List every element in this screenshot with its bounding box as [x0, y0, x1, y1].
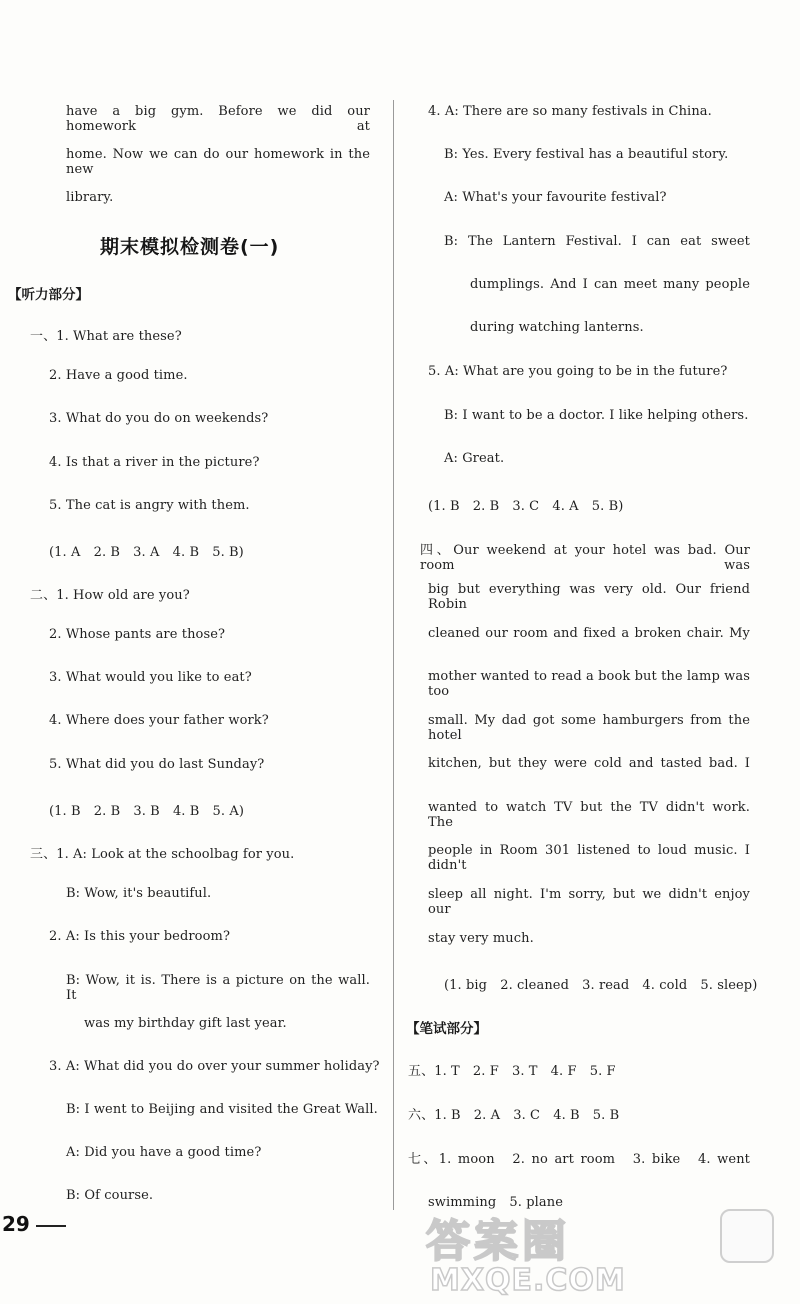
dialogue-line: 5. A: What are you going to be in the future? — [428, 364, 728, 379]
dialogue-line: B: Wow, it's beautiful. — [66, 886, 212, 901]
dialogue-line: B: Yes. Every festival has a beautiful story. — [444, 147, 729, 162]
dialogue-line: dumplings. And I can meet many people — [470, 277, 750, 292]
question-line: 3. What would you like to eat? — [49, 670, 252, 685]
dialogue-line: A: What's your favourite festival? — [444, 190, 667, 205]
passage-line: wanted to watch TV but the TV didn't work. The — [428, 800, 750, 830]
dialogue-line: B: I want to be a doctor. I like helping others. — [444, 408, 749, 423]
answer-line: (1. B 2. B 3. B 4. B 5. A) — [49, 804, 245, 819]
dialogue-line: B: Wow, it is. There is a picture on the wall. It — [66, 973, 370, 1003]
dialogue-line: B: Of course. — [66, 1188, 154, 1203]
passage-line: 四、Our weekend at your hotel was bad. Our room was — [420, 543, 750, 573]
dialogue-line: B: I went to Beijing and visited the Great Wall. — [66, 1102, 378, 1117]
dialogue-line: 4. A: There are so many festivals in China. — [428, 104, 712, 119]
answer-line: 五、1. T 2. F 3. T 4. F 5. F — [408, 1064, 616, 1079]
exam-title: 期末模拟检测卷(一) — [100, 236, 280, 258]
watermark — [420, 1205, 795, 1300]
dialogue-line: 3. A: What did you do over your summer holiday? — [49, 1059, 380, 1074]
writing-section-header: 【笔试部分】 — [406, 1021, 487, 1037]
passage-line: stay very much. — [428, 931, 534, 946]
page-number-dash — [36, 1225, 66, 1227]
answer-line: 六、1. B 2. A 3. C 4. B 5. B — [408, 1108, 620, 1123]
question-line: 2. Have a good time. — [49, 368, 188, 383]
dialogue-line: 三、1. A: Look at the schoolbag for you. — [30, 847, 295, 862]
question-line: 4. Where does your father work? — [49, 713, 269, 728]
passage-line: cleaned our room and fixed a broken chair. My — [428, 626, 750, 641]
passage-line: sleep all night. I'm sorry, but we didn't enjoy our — [428, 887, 750, 917]
passage-line: people in Room 301 listened to loud music. I didn't — [428, 843, 750, 873]
passage-line: kitchen, but they were cold and tasted bad. I — [428, 756, 750, 771]
answer-line: 七、1. moon 2. no art room 3. bike 4. went — [408, 1152, 750, 1167]
answer-line: (1. B 2. B 3. C 4. A 5. B) — [428, 499, 624, 514]
watermark-url: MXQE.COM — [430, 1263, 626, 1298]
dialogue-line: A: Great. — [444, 451, 505, 466]
page-number: 29 — [2, 1212, 30, 1236]
passage-line: big but everything was very old. Our friend Robin — [428, 582, 750, 612]
text-line: library. — [66, 190, 114, 205]
passage-line: small. My dad got some hamburgers from the hotel — [428, 713, 750, 743]
answer-line: (1. big 2. cleaned 3. read 4. cold 5. sleep) — [444, 978, 758, 993]
text-line: have a big gym. Before we did our homework at — [66, 104, 370, 134]
dialogue-line: A: Did you have a good time? — [66, 1145, 262, 1160]
column-divider — [393, 100, 394, 1210]
passage-line: mother wanted to read a book but the lamp was too — [428, 669, 750, 699]
listening-section-header: 【听力部分】 — [8, 287, 89, 303]
dialogue-line: 2. A: Is this your bedroom? — [49, 929, 231, 944]
question-line: 5. The cat is angry with them. — [49, 498, 250, 513]
dialogue-line: was my birthday gift last year. — [84, 1016, 287, 1031]
watermark-badge-icon — [720, 1209, 774, 1263]
question-line: 5. What did you do last Sunday? — [49, 757, 265, 772]
question-line: 一、1. What are these? — [30, 329, 182, 344]
answer-line: swimming 5. plane — [428, 1195, 563, 1210]
dialogue-line: B: The Lantern Festival. I can eat sweet — [444, 234, 750, 249]
watermark-logo-text: 答案圈 — [426, 1216, 570, 1267]
question-line: 二、1. How old are you? — [30, 588, 190, 603]
question-line: 2. Whose pants are those? — [49, 627, 226, 642]
text-line: home. Now we can do our homework in the new — [66, 147, 370, 177]
answer-line: (1. A 2. B 3. A 4. B 5. B) — [49, 545, 244, 560]
question-line: 3. What do you do on weekends? — [49, 411, 269, 426]
dialogue-line: during watching lanterns. — [470, 320, 644, 335]
question-line: 4. Is that a river in the picture? — [49, 455, 260, 470]
